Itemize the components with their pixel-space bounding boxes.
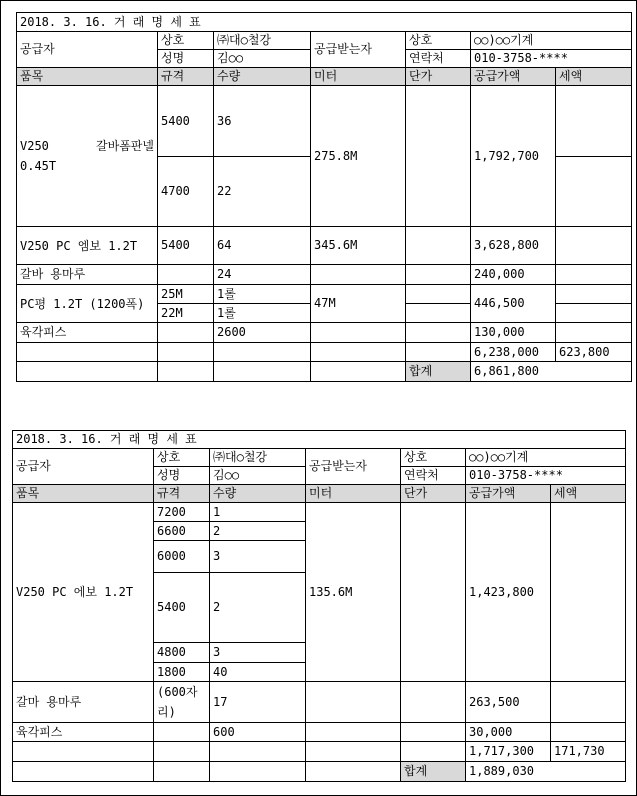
total-value: 1,889,030 bbox=[466, 762, 626, 782]
blank-cell bbox=[306, 762, 401, 782]
item-spec: 22M bbox=[158, 304, 214, 323]
blank-cell bbox=[210, 762, 306, 782]
item-qty: 24 bbox=[214, 265, 311, 285]
supplier-label: 공급자 bbox=[13, 449, 154, 485]
item-unit-price bbox=[406, 86, 471, 227]
item-qty: 1롤 bbox=[214, 285, 311, 304]
blank-cell bbox=[154, 762, 210, 782]
blank-cell bbox=[311, 362, 406, 382]
column-header-qty: 수량 bbox=[210, 485, 306, 503]
item-spec: 5400 bbox=[158, 86, 214, 157]
item-spec: 6600 bbox=[154, 522, 210, 541]
item-unit-price bbox=[401, 503, 466, 682]
item-meter bbox=[311, 323, 406, 343]
item-amount: 30,000 bbox=[466, 723, 551, 742]
column-header-tax: 세액 bbox=[551, 485, 626, 503]
name-label: 성명 bbox=[154, 467, 210, 485]
item-amount: 3,628,800 bbox=[471, 227, 556, 265]
item-spec: 4700 bbox=[158, 157, 214, 227]
item-spec: 25M bbox=[158, 285, 214, 304]
subtotal-value: 6,238,000 bbox=[471, 343, 556, 362]
name-value: 김○○ bbox=[214, 50, 311, 68]
receiver-company-value: ○○)○○기계 bbox=[466, 449, 626, 467]
item-meter bbox=[311, 265, 406, 285]
tax-value: 171,730 bbox=[551, 742, 626, 762]
item-meter: 135.6M bbox=[306, 503, 401, 682]
item-spec: 7200 bbox=[154, 503, 210, 522]
item-unit-price bbox=[406, 323, 471, 343]
item-qty: 600 bbox=[210, 723, 306, 742]
contact-label: 연락처 bbox=[406, 50, 471, 68]
item-qty: 2600 bbox=[214, 323, 311, 343]
column-header-meter: 미터 bbox=[306, 485, 401, 503]
item-spec bbox=[158, 265, 214, 285]
column-header-unit-price: 단가 bbox=[406, 68, 471, 86]
item-meter bbox=[306, 682, 401, 723]
supplier-label: 공급자 bbox=[17, 32, 158, 68]
item-spec: 5400 bbox=[154, 573, 210, 643]
item-unit-price bbox=[401, 682, 466, 723]
contact-value: 010-3758-**** bbox=[466, 467, 626, 485]
item-qty: 64 bbox=[214, 227, 311, 265]
item-qty: 2 bbox=[210, 522, 306, 541]
item-tax bbox=[556, 304, 632, 323]
blank-cell bbox=[406, 343, 471, 362]
item-qty: 1롤 bbox=[214, 304, 311, 323]
receiver-label: 공급받는자 bbox=[311, 32, 406, 68]
blank-cell bbox=[13, 762, 154, 782]
tax-value: 623,800 bbox=[556, 343, 632, 362]
invoice-title: 2018. 3. 16. 거 래 명 세 표 bbox=[17, 13, 632, 32]
item-tax bbox=[556, 285, 632, 304]
item-amount: 1,792,700 bbox=[471, 86, 556, 227]
contact-label: 연락처 bbox=[401, 467, 466, 485]
item-unit-price bbox=[406, 227, 471, 265]
name-value: 김○○ bbox=[210, 467, 306, 485]
item-meter bbox=[306, 723, 401, 742]
column-header-spec: 규격 bbox=[154, 485, 210, 503]
column-header-item: 품목 bbox=[17, 68, 158, 86]
blank-cell bbox=[158, 362, 214, 382]
invoice-title: 2018. 3. 16. 거 래 명 세 표 bbox=[13, 431, 626, 449]
item-amount: 263,500 bbox=[466, 682, 551, 723]
blank-cell bbox=[13, 742, 154, 762]
item-unit-price bbox=[401, 723, 466, 742]
item-amount: 130,000 bbox=[471, 323, 556, 343]
column-header-supply-amount: 공급가액 bbox=[466, 485, 551, 503]
total-value: 6,861,800 bbox=[471, 362, 632, 382]
blank-cell bbox=[154, 742, 210, 762]
item-tax bbox=[556, 265, 632, 285]
item-spec: 1800 bbox=[154, 663, 210, 682]
item-meter: 47M bbox=[311, 285, 406, 323]
blank-cell bbox=[210, 742, 306, 762]
receiver-company-label: 상호 bbox=[406, 32, 471, 50]
item-tax bbox=[551, 723, 626, 742]
item-amount: 446,500 bbox=[471, 285, 556, 323]
blank-cell bbox=[158, 343, 214, 362]
blank-cell bbox=[401, 742, 466, 762]
blank-cell bbox=[311, 343, 406, 362]
item-name: 육각피스 bbox=[17, 323, 158, 343]
item-spec: 6000 bbox=[154, 541, 210, 573]
invoice-table-1 bbox=[16, 12, 632, 382]
item-name: PC평 1.2T (1200폭) bbox=[17, 285, 158, 323]
invoice-table-2 bbox=[12, 430, 626, 782]
item-name: 갈마 용마루 bbox=[13, 682, 154, 723]
total-label: 합계 bbox=[406, 362, 471, 382]
item-tax bbox=[556, 157, 632, 227]
item-qty: 22 bbox=[214, 157, 311, 227]
item-qty: 3 bbox=[210, 643, 306, 663]
item-qty: 2 bbox=[210, 573, 306, 643]
item-tax bbox=[551, 503, 626, 682]
receiver-company-value: ○○)○○기계 bbox=[471, 32, 632, 50]
item-amount: 1,423,800 bbox=[466, 503, 551, 682]
item-spec bbox=[158, 323, 214, 343]
column-header-spec: 규격 bbox=[158, 68, 214, 86]
item-name: 육각피스 bbox=[13, 723, 154, 742]
blank-cell bbox=[214, 362, 311, 382]
item-tax bbox=[556, 323, 632, 343]
blank-cell bbox=[214, 343, 311, 362]
company-label: 상호 bbox=[158, 32, 214, 50]
company-value: ㈜대○철강 bbox=[210, 449, 306, 467]
item-name: V250 PC 엠보 1.2T bbox=[17, 227, 158, 265]
item-spec: 5400 bbox=[158, 227, 214, 265]
subtotal-value: 1,717,300 bbox=[466, 742, 551, 762]
item-tax bbox=[556, 86, 632, 157]
item-name: V250 갈바폼판넬 0.45T bbox=[17, 86, 158, 227]
column-header-supply-amount: 공급가액 bbox=[471, 68, 556, 86]
receiver-company-label: 상호 bbox=[401, 449, 466, 467]
receiver-label: 공급받는자 bbox=[306, 449, 401, 485]
item-qty: 36 bbox=[214, 86, 311, 157]
blank-cell bbox=[17, 343, 158, 362]
item-qty: 1 bbox=[210, 503, 306, 522]
column-header-unit-price: 단가 bbox=[401, 485, 466, 503]
item-spec: (600자리) bbox=[154, 682, 210, 723]
column-header-qty: 수량 bbox=[214, 68, 311, 86]
item-qty: 17 bbox=[210, 682, 306, 723]
column-header-meter: 미터 bbox=[311, 68, 406, 86]
blank-cell bbox=[17, 362, 158, 382]
item-qty: 3 bbox=[210, 541, 306, 573]
item-tax bbox=[556, 227, 632, 265]
blank-cell bbox=[306, 742, 401, 762]
company-value: ㈜대○철강 bbox=[214, 32, 311, 50]
item-qty: 40 bbox=[210, 663, 306, 682]
item-unit-price bbox=[406, 265, 471, 285]
total-label: 합계 bbox=[401, 762, 466, 782]
item-spec bbox=[154, 723, 210, 742]
column-header-item: 품목 bbox=[13, 485, 154, 503]
company-label: 상호 bbox=[154, 449, 210, 467]
item-unit-price bbox=[406, 304, 471, 323]
column-header-tax: 세액 bbox=[556, 68, 632, 86]
item-tax bbox=[551, 682, 626, 723]
item-name: V250 PC 에보 1.2T bbox=[13, 503, 154, 682]
item-unit-price bbox=[406, 285, 471, 304]
item-meter: 275.8M bbox=[311, 86, 406, 227]
contact-value: 010-3758-**** bbox=[471, 50, 632, 68]
name-label: 성명 bbox=[158, 50, 214, 68]
item-name: 갈바 용마루 bbox=[17, 265, 158, 285]
item-amount: 240,000 bbox=[471, 265, 556, 285]
item-spec: 4800 bbox=[154, 643, 210, 663]
item-meter: 345.6M bbox=[311, 227, 406, 265]
